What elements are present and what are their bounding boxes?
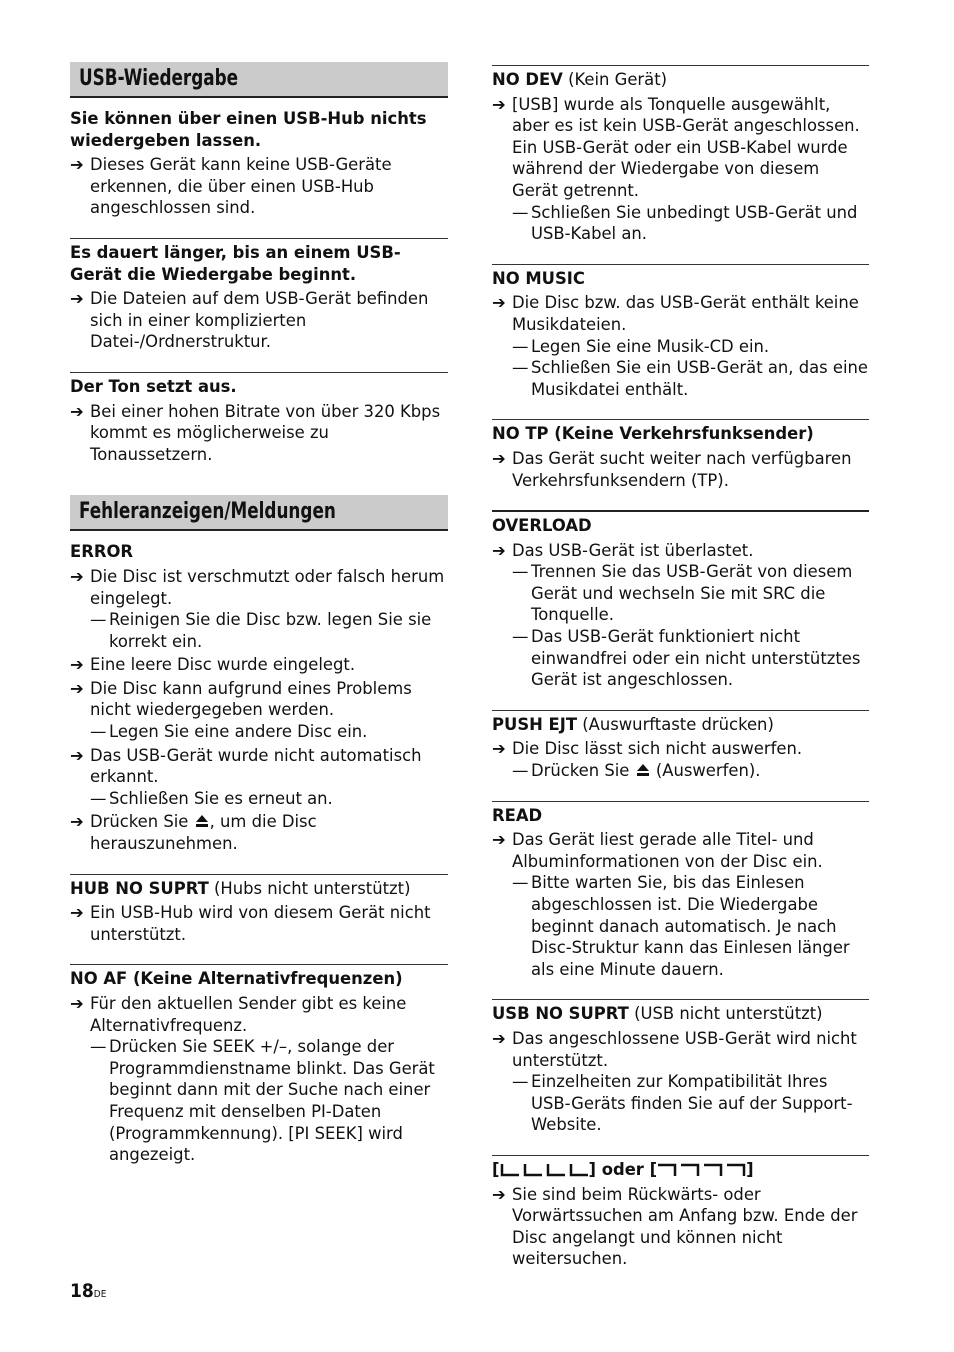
page-number: 18DE	[70, 1280, 107, 1302]
sub-item: — Legen Sie eine Musik-CD ein.	[512, 336, 770, 356]
segment-bottom-icons	[500, 1163, 589, 1177]
topic-title: Der Ton setzt aus.	[70, 376, 237, 396]
list-item: ➔ Das USB-Gerät wurde nicht automatisch erkannt.	[70, 745, 422, 787]
msg-no-dev	[492, 65, 869, 245]
msg-read	[492, 801, 869, 981]
msg-hub-no-suprt	[70, 874, 448, 946]
topic-usb-delay	[70, 238, 448, 353]
list-item: ➔ Die Dateien auf dem USB-Gerät befinden sich in einer komplizierten Datei-/Ordnerstruktur.	[70, 289, 429, 352]
msg-segment-end	[492, 1155, 869, 1270]
sub-item: — Legen Sie eine andere Disc ein.	[90, 722, 368, 742]
message-code: READ	[492, 805, 543, 825]
message-code: NO TP (Keine Verkehrsfunksender)	[492, 424, 814, 444]
sub-item: — Einzelheiten zur Kompatibilität Ihres USB-Geräts finden Sie auf der Support-Website.	[512, 1072, 853, 1135]
list-item: ➔ Eine leere Disc wurde eingelegt.	[70, 655, 356, 675]
sub-item: — Drücken Sie SEEK +/–, solange der Programmdienstname blinkt. Das Gerät beginnt dann mit der Suche nach einer Frequenz mit denselben PI-Daten (Programmkennung). [PI SEEK] wird angezeigt.	[90, 1037, 435, 1165]
sub-item: — Schließen Sie es erneut an.	[90, 788, 333, 808]
arrow-right-icon: ➔	[70, 678, 84, 698]
msg-error	[70, 541, 448, 854]
list-item: ➔ [USB] wurde als Tonquelle ausgewählt, aber es ist kein USB-Gerät angeschlossen. Ein USB-Gerät oder ein USB-Kabel wurde während der Wiedergabe von diesem Gerät getrennt.	[492, 94, 860, 200]
arrow-right-icon: ➔	[492, 830, 506, 850]
segment-top-icon	[657, 1163, 677, 1177]
topic-sound-drop	[70, 372, 448, 465]
arrow-right-icon: ➔	[70, 903, 84, 923]
message-code: [ ] oder [ ]	[492, 1159, 754, 1179]
segment-bottom-icon	[523, 1163, 543, 1177]
segment-bottom-icon	[546, 1163, 566, 1177]
list-item: ➔ Das Gerät liest gerade alle Titel- und Albuminformationen von der Disc ein.	[492, 830, 823, 871]
arrow-right-icon: ➔	[70, 812, 84, 832]
sub-item: — Trennen Sie das USB-Gerät von diesem Gerät und wechseln Sie mit SRC die Tonquelle.	[512, 562, 853, 625]
arrow-right-icon: ➔	[492, 540, 506, 560]
message-code: ERROR	[70, 542, 133, 562]
arrow-right-icon: ➔	[492, 1184, 506, 1204]
sub-item: — Schließen Sie unbedingt USB-Gerät und USB-Kabel an.	[512, 202, 858, 244]
list-item: ➔ Sie sind beim Rückwärts- oder Vorwärtssuchen am Anfang bzw. Ende der Disc angelangt und können nicht weitersuchen.	[492, 1184, 858, 1269]
list-item: ➔ Die Disc bzw. das USB-Gerät enthält keine Musikdateien.	[492, 293, 859, 334]
message-code: OVERLOAD	[492, 516, 592, 536]
segment-top-icon	[703, 1163, 723, 1177]
section-heading-usb: USB-Wiedergabe	[70, 62, 448, 98]
list-item: ➔ Das Gerät sucht weiter nach verfügbaren Verkehrsfunksendern (TP).	[492, 448, 852, 490]
topic-usb-hub	[70, 108, 448, 219]
sub-item: — Bitte warten Sie, bis das Einlesen abgeschlossen ist. Die Wiedergabe beginnt danach automatisch. Je nach Disc-Struktur kann das Einlesen länger als eine Minute dauern.	[512, 873, 850, 979]
arrow-right-icon: ➔	[70, 401, 84, 421]
arrow-right-icon: ➔	[492, 1028, 506, 1048]
message-code: NO DEV (Kein Gerät)	[492, 70, 668, 89]
msg-no-tp	[492, 419, 869, 491]
message-code: NO AF (Keine Alternativfrequenzen)	[70, 969, 403, 989]
list-item: ➔ Die Disc ist verschmutzt oder falsch herum eingelegt.	[70, 566, 445, 608]
msg-no-af	[70, 964, 448, 1165]
msg-overload	[492, 510, 869, 691]
arrow-right-icon: ➔	[492, 293, 506, 313]
message-code: NO MUSIC	[492, 268, 585, 288]
segment-bottom-icon	[500, 1163, 520, 1177]
list-item: ➔ Das angeschlossene USB-Gerät wird nicht unterstützt.	[492, 1028, 857, 1070]
arrow-right-icon: ➔	[70, 289, 84, 309]
arrow-right-icon: ➔	[70, 655, 84, 675]
segment-top-icon	[680, 1163, 700, 1177]
msg-push-ejt	[492, 710, 869, 782]
arrow-right-icon: ➔	[492, 448, 506, 468]
list-item: ➔ Drücken Sie , um die Disc herauszunehmen.	[70, 812, 317, 854]
list-item: ➔ Die Disc lässt sich nicht auswerfen.	[492, 739, 803, 759]
list-item: ➔ Bei einer hohen Bitrate von über 320 Kbps kommt es möglicherweise zu Tonaussetzern.	[70, 401, 441, 464]
segment-top-icon	[726, 1163, 746, 1177]
arrow-right-icon: ➔	[70, 994, 84, 1013]
segment-bottom-icon	[569, 1163, 589, 1177]
message-code: USB NO SUPRT (USB nicht unterstützt)	[492, 1004, 823, 1024]
list-item: ➔ Für den aktuellen Sender gibt es keine Alternativfrequenz.	[70, 994, 407, 1035]
msg-usb-no-suprt	[492, 999, 869, 1136]
list-item: ➔ Dieses Gerät kann keine USB-Geräte erkennen, die über einen USB-Hub angeschlossen sind.	[70, 155, 392, 218]
eject-icon	[636, 763, 650, 777]
section-heading-errors: Fehleranzeigen/Meldungen	[70, 495, 448, 531]
list-item: ➔ Ein USB-Hub wird von diesem Gerät nicht unterstützt.	[70, 903, 431, 944]
message-code: HUB NO SUPRT (Hubs nicht unterstützt)	[70, 878, 411, 898]
list-item: ➔ Die Disc kann aufgrund eines Problems nicht wiedergegeben werden.	[70, 678, 412, 720]
arrow-right-icon: ➔	[70, 155, 84, 175]
arrow-right-icon: ➔	[70, 566, 84, 586]
arrow-right-icon: ➔	[492, 94, 506, 114]
msg-no-music	[492, 264, 869, 401]
right-column	[492, 62, 869, 1270]
list-item: ➔ Das USB-Gerät ist überlastet.	[492, 540, 754, 560]
segment-top-icons	[657, 1163, 746, 1177]
sub-item: — Drücken Sie (Auswerfen).	[512, 761, 761, 781]
left-column	[70, 62, 448, 1166]
topic-title: Es dauert länger, bis an einem USB-Gerät die Wiedergabe beginnt.	[70, 242, 401, 284]
sub-item: — Reinigen Sie die Disc bzw. legen Sie sie korrekt ein.	[90, 610, 432, 651]
message-code: PUSH EJT (Auswurftaste drücken)	[492, 714, 774, 734]
arrow-right-icon: ➔	[70, 745, 84, 765]
arrow-right-icon: ➔	[492, 739, 506, 759]
sub-item: — Das USB-Gerät funktioniert nicht einwandfrei oder ein nicht unterstütztes Gerät ist angeschlossen.	[512, 627, 861, 690]
eject-icon	[195, 814, 209, 828]
topic-title: Sie können über einen USB-Hub nichts wiedergeben lassen.	[70, 109, 427, 150]
sub-item: — Schließen Sie ein USB-Gerät an, das eine Musikdatei enthält.	[512, 358, 869, 399]
